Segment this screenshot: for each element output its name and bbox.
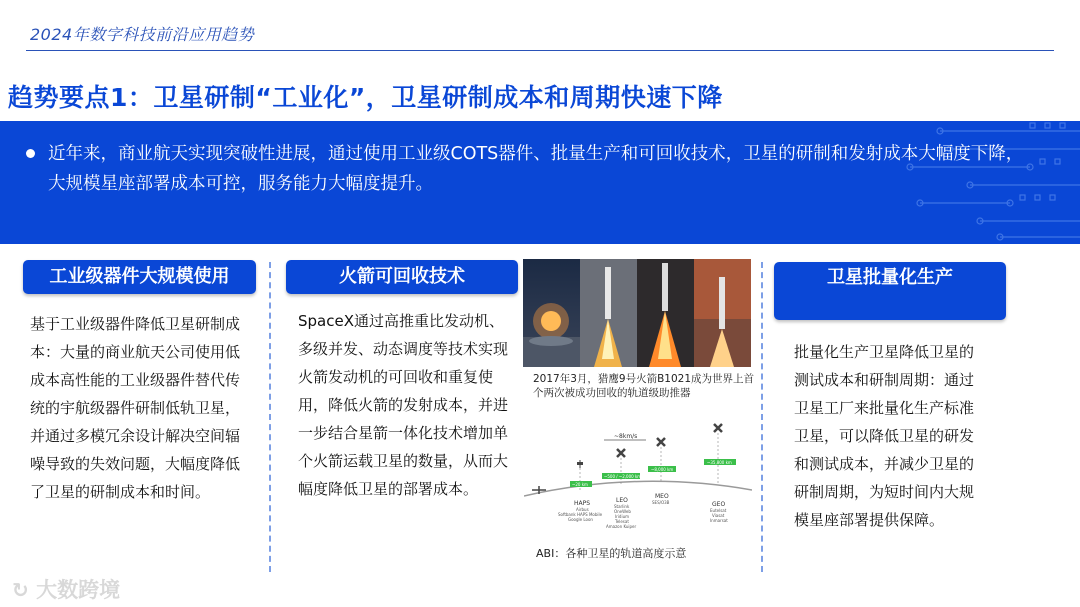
badge-haps-text: ~20 km — [572, 482, 588, 487]
geo-satellite-icon — [714, 424, 722, 432]
divider-right — [761, 262, 763, 572]
geo-label: GEO — [712, 501, 726, 508]
leo-sub-1: OneWeb — [614, 509, 631, 514]
meo-satellite-icon — [657, 438, 665, 446]
haps-icon — [577, 460, 583, 468]
photo-caption: 2017年3月，猎鹰9号火箭B1021成为世界上首个两次被成功回收的轨道级助推器 — [533, 373, 755, 399]
heading-rocket-recovery: 火箭可回收技术 — [286, 260, 518, 294]
leo-label: LEO — [616, 497, 628, 504]
haps-label: HAPS — [574, 500, 591, 507]
badge-geo-text: ~35,800 km — [707, 460, 732, 465]
meo-label: MEO — [655, 493, 669, 500]
plane-icon — [532, 486, 546, 494]
slide-title: 趋势要点1：卫星研制“工业化”，卫星研制成本和周期快速下降 — [8, 83, 723, 112]
geo-sub-2: Inmarsat — [710, 518, 728, 523]
body-industrial-components: 基于工业级器件降低卫星研制成本：大量的商业航天公司使用低成本高性能的工业级器件替代传统的宇航级器件研制低轨卫星，并通过多模冗余设计解决空间辐噪导致的失效问题，大幅度降低了卫星的研制成本和时间。 — [30, 315, 241, 501]
leo-sub-4: Amazon Kuiper — [606, 524, 637, 529]
geo-sub-0: Eutelsat — [710, 508, 727, 513]
rocket-landing-photo-4 — [694, 259, 751, 367]
body-rocket-recovery: SpaceX通过高推重比发动机、多级并发、动态调度等技术实现火箭发动机的可回收和重复使用，降低火箭的发射成本，并进一步结合星箭一体化技术增加单个火箭运载卫星的数量，从而大幅度降低卫星的部署成本。 — [298, 312, 509, 498]
orbit-altitude-diagram — [524, 412, 752, 540]
leo-sub-2: Iridium — [615, 514, 630, 519]
intro-text — [48, 139, 1038, 199]
rocket-landing-photo-2 — [580, 259, 637, 367]
badge-leo-text: ~500 / ~2,000 km — [604, 474, 642, 479]
haps-sub-1: Softbank HAPS Mobile — [558, 512, 603, 517]
logo-mark-icon: ↻ — [12, 578, 29, 602]
leo-satellite-icon — [617, 449, 625, 457]
leo-sub-0: Starlink — [614, 504, 630, 509]
intro-band — [0, 121, 1080, 244]
badge-meo-text: ~8,000 km — [651, 467, 674, 472]
logo-text: 大数跨境 — [36, 578, 121, 602]
leo-sub-3: Telesat — [615, 519, 629, 524]
haps-sub-2: Google Loon — [568, 517, 593, 522]
rocket-landing-photo-3 — [637, 259, 694, 367]
footer-logo — [12, 574, 120, 604]
deck-title: 2024年数字科技前沿应用趋势 — [30, 25, 255, 44]
header-rule — [26, 50, 1054, 51]
intro-paragraph: 近年来，商业航天实现突破性进展，通过使用工业级COTS器件、批量生产和可回收技术，卫星的研制和发射成本大幅度下降，大规模星座部署成本可控，服务能力大幅度提升。 — [48, 144, 1024, 194]
bullet-dot — [26, 149, 35, 158]
heading-industrial-components: 工业级器件大规模使用 — [23, 260, 256, 294]
rocket-photo-strip — [523, 259, 751, 367]
meo-sub-0: SES/O3B — [652, 500, 670, 505]
haps-sub-0: Airbus — [576, 507, 589, 512]
rocket-landing-photo-1 — [523, 259, 580, 367]
figure-caption: ABI：各种卫星的轨道高度示意 — [536, 547, 687, 560]
divider-left — [269, 262, 271, 572]
heading-batch-production: 卫星批量化生产 — [774, 262, 1006, 320]
speed-label: ~8km/s — [614, 433, 638, 440]
body-batch-production: 批量化生产卫星降低卫星的测试成本和研制周期：通过卫星工厂来批量化生产标准卫星，可以降低卫星的研发和测试成本，并减少卫星的研制周期，为短时间内大规模星座部署提供保障。 — [794, 343, 975, 529]
geo-sub-1: Viasat — [712, 513, 725, 518]
